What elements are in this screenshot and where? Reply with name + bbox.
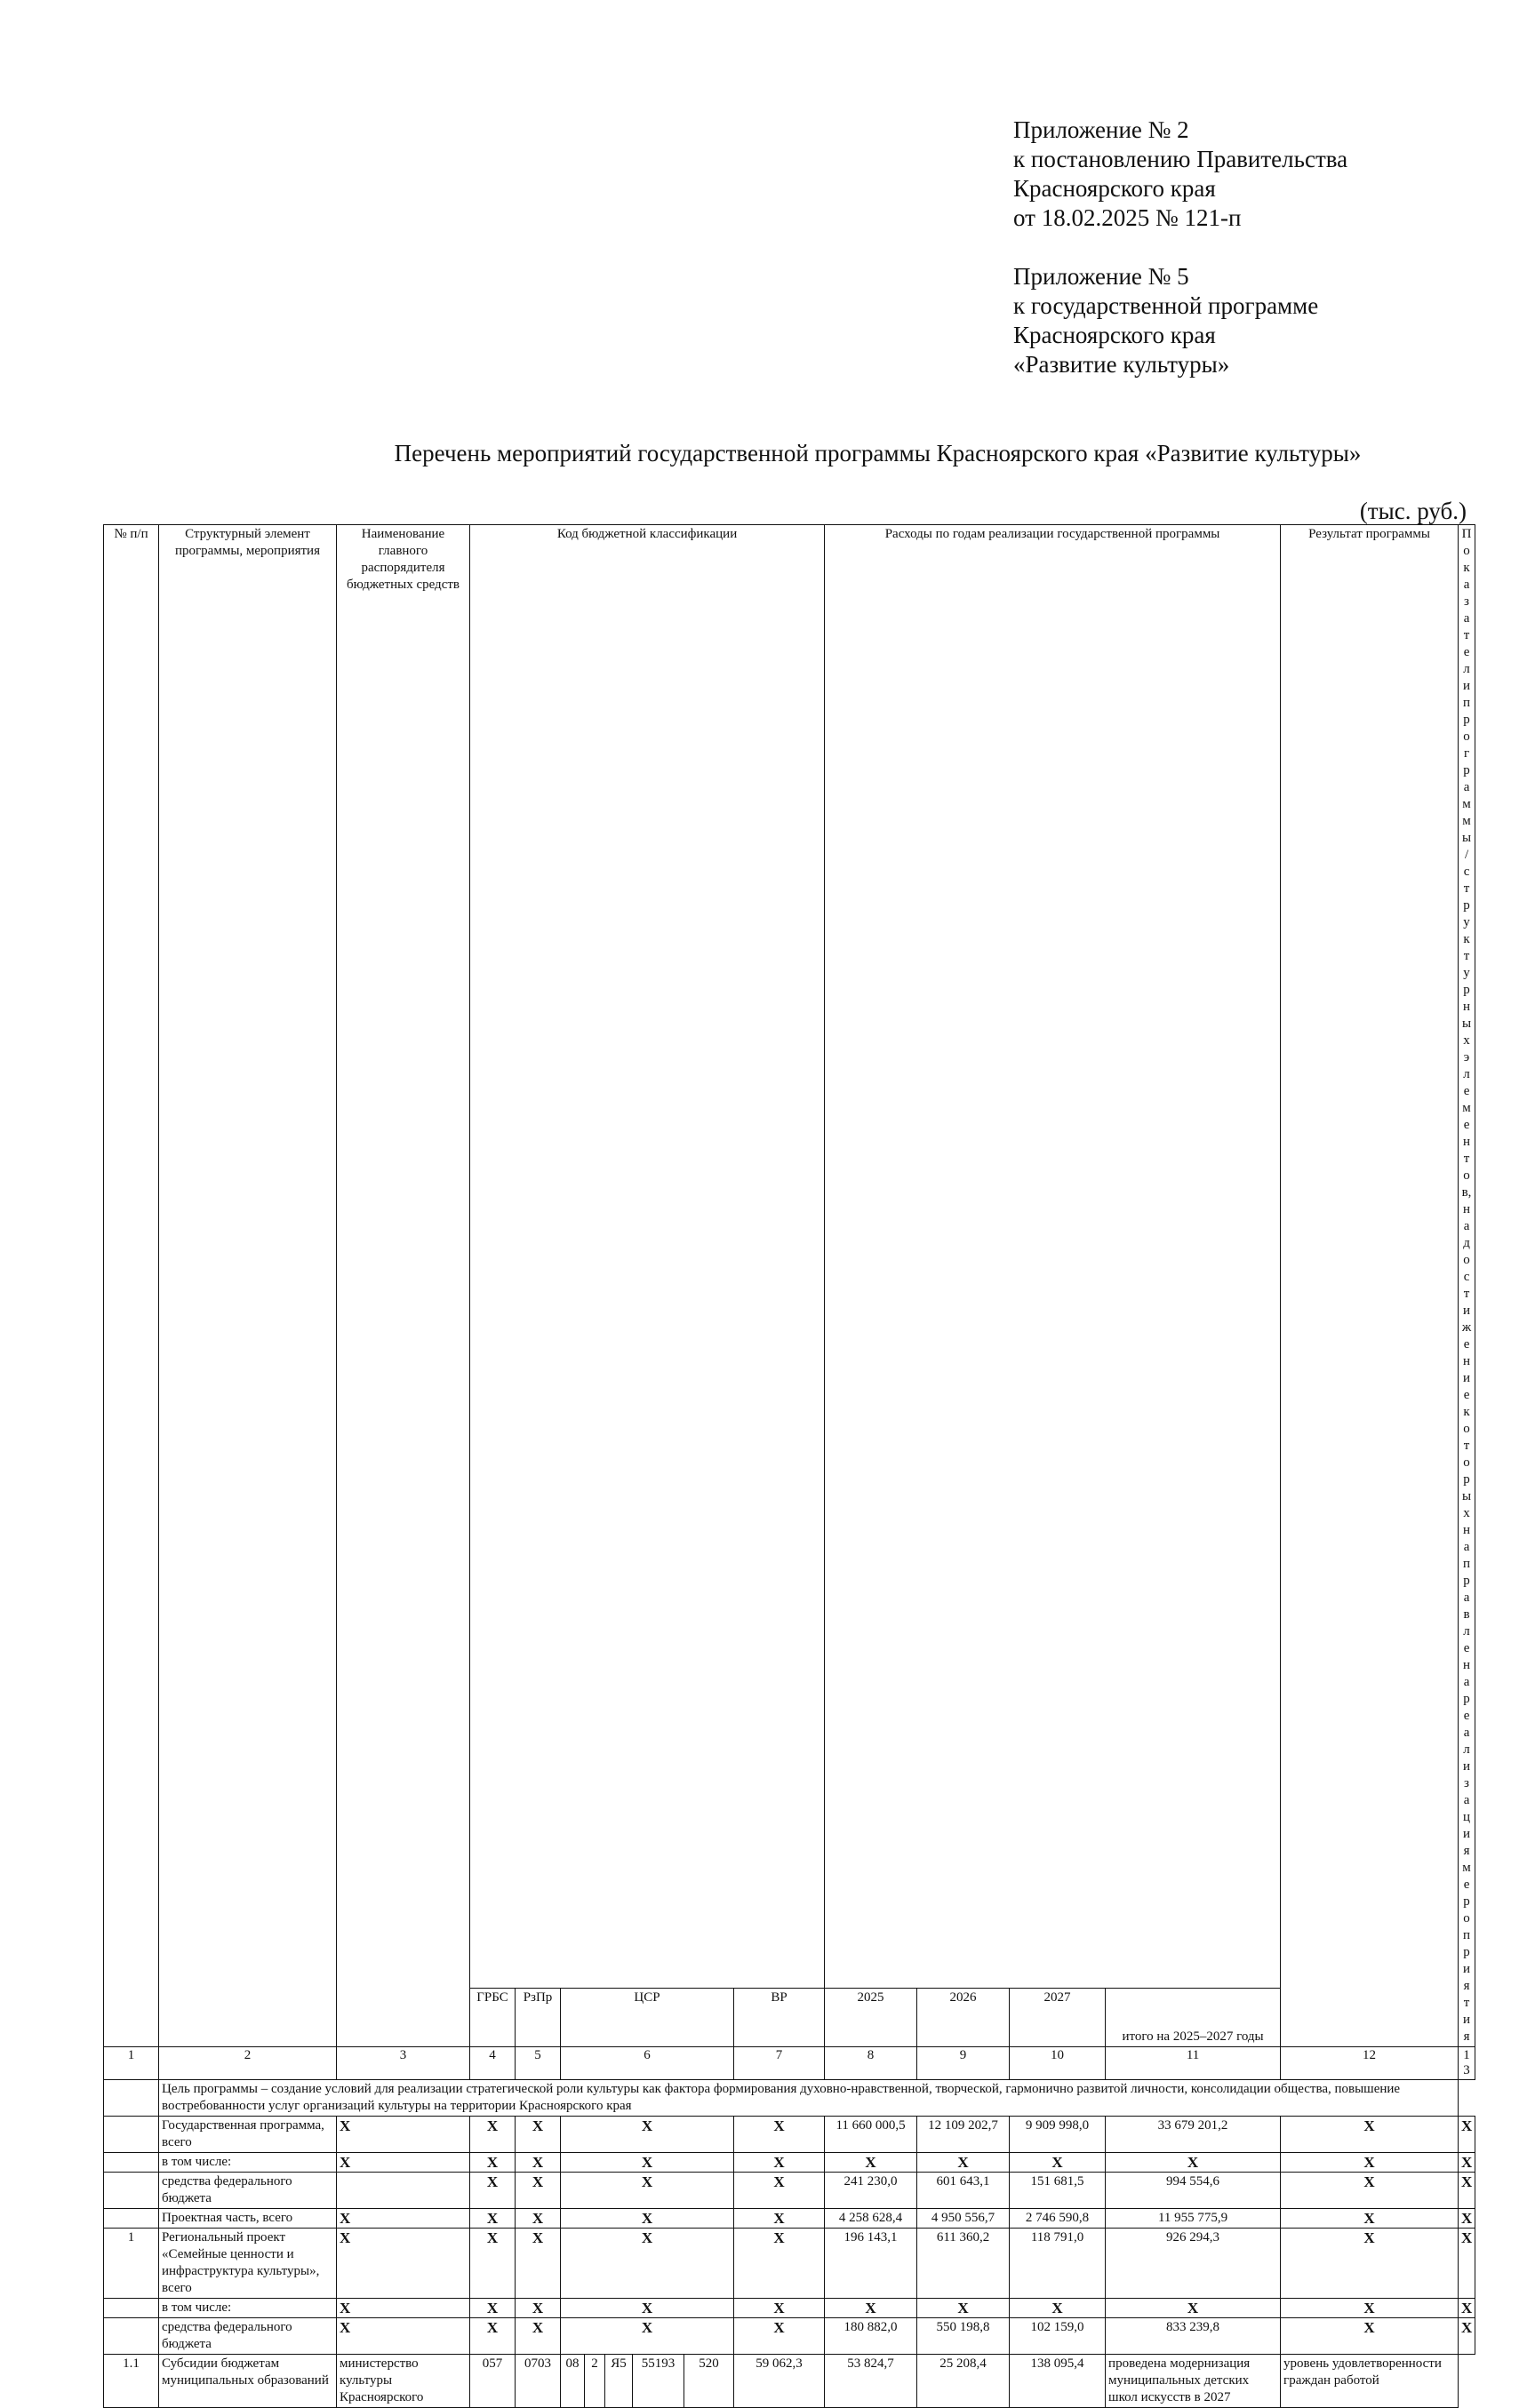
program-goal: Цель программы – создание условий для реализации стратегической роли культуры как фактора формирования духовно-нравственной, творческой, гармонично развитой личности, консолидации общества, повышение востребованности услуг организаций культуры на территории Красноярского края [159,2080,1459,2117]
row-2026: 53 824,7 [825,2355,917,2408]
row-2025: 11 660 000,5 [825,2117,917,2153]
table-row [104,2153,1475,2173]
row-name: Проектная часть, всего [159,2209,337,2229]
row-no [104,2173,159,2209]
row-rzpr: X [516,2153,561,2173]
row-2026: 4 950 556,7 [917,2209,1010,2229]
row-grbs: X [470,2299,516,2318]
row-csr: X [561,2229,734,2299]
column-number: 1 [104,2047,159,2080]
row-csr-direction: 55193 [633,2355,684,2408]
row-no [104,2117,159,2153]
header-vr: ВР [734,1989,825,2047]
column-number: 12 [1281,2047,1459,2080]
row-2025: 59 062,3 [734,2355,825,2408]
header-result: Результат программы [1281,525,1459,2047]
row-csr: X [561,2318,734,2355]
row-csr: X [561,2173,734,2209]
row-2027: X [1010,2153,1106,2173]
row-indicators: X [1459,2173,1475,2209]
row-no: 1 [104,2229,159,2299]
row-total: X [1106,2153,1281,2173]
header-manager: Наименование главного распорядителя бюджетных средств [337,525,470,2047]
row-vr: X [734,2117,825,2153]
row-2026: X [917,2153,1010,2173]
row-no [104,2318,159,2355]
header-expenses: Расходы по годам реализации государственной программы [825,525,1281,1989]
row-result: проведена модернизация муниципальных детских школ искусств в 2027 [1106,2355,1281,2408]
row-indicators: X [1459,2299,1475,2318]
row-grbs: X [470,2229,516,2299]
row-csr: X [561,2299,734,2318]
row-vr: X [734,2153,825,2173]
row-grbs: X [470,2173,516,2209]
goal-empty-cell [104,2080,159,2117]
row-grbs: X [470,2117,516,2153]
row-name: в том числе: [159,2153,337,2173]
table-row [104,2173,1475,2209]
row-2025: 241 230,0 [825,2173,917,2209]
row-total: 138 095,4 [1010,2355,1106,2408]
row-total: X [1106,2299,1281,2318]
row-2027: 9 909 998,0 [1010,2117,1106,2153]
row-result: X [1281,2229,1459,2299]
row-csr-program: 08 [561,2355,585,2408]
row-vr: X [734,2209,825,2229]
row-vr: 520 [684,2355,734,2408]
appendix5-line1: Приложение № 5 [1013,263,1189,290]
row-2027: 151 681,5 [1010,2173,1106,2209]
row-manager [337,2173,470,2209]
table-row [104,2299,1475,2318]
row-manager: X [337,2318,470,2355]
appendix2-line3: Красноярского края [1013,175,1216,202]
row-total: 994 554,6 [1106,2173,1281,2209]
row-manager: X [337,2209,470,2229]
table-row [104,2229,1475,2299]
appendix5-line3: Красноярского края [1013,322,1216,348]
row-2026: 12 109 202,7 [917,2117,1010,2153]
row-rzpr: X [516,2229,561,2299]
row-rzpr: X [516,2209,561,2229]
row-2026: 601 643,1 [917,2173,1010,2209]
row-rzpr: X [516,2117,561,2153]
row-result: X [1281,2117,1459,2153]
row-2026: 550 198,8 [917,2318,1010,2355]
document-title-text: Перечень мероприятий государственной программы Красноярского края «Развитие культуры» [394,440,1362,466]
row-rzpr: X [516,2173,561,2209]
column-number: 6 [561,2047,734,2080]
row-manager: X [337,2153,470,2173]
appendix2-line2: к постановлению Правительства [1013,146,1348,172]
header-csr: ЦСР [561,1989,734,2047]
row-2027: 102 159,0 [1010,2318,1106,2355]
column-number: 3 [337,2047,470,2080]
row-name: Государственная программа, всего [159,2117,337,2153]
row-indicators: X [1459,2153,1475,2173]
row-grbs: 057 [470,2355,516,2408]
row-no [104,2209,159,2229]
appendix5-line2: к государственной программе [1013,292,1319,319]
row-2026: X [917,2299,1010,2318]
row-result: X [1281,2209,1459,2229]
table-header-row [104,525,1475,1989]
units-label: (тыс. руб.) [1359,498,1467,524]
column-number: 2 [159,2047,337,2080]
column-number: 7 [734,2047,825,2080]
table-row [104,2117,1475,2153]
row-indicators: X [1459,2318,1475,2355]
column-number: 8 [825,2047,917,2080]
row-indicators: уровень удовлетворенности граждан работой [1281,2355,1459,2408]
row-no [104,2153,159,2173]
row-2026: 611 360,2 [917,2229,1010,2299]
row-name: Субсидии бюджетам муниципальных образований [159,2355,337,2408]
row-2025: 4 258 628,4 [825,2209,917,2229]
goal-row [104,2080,1475,2117]
row-total: 926 294,3 [1106,2229,1281,2299]
row-total: 833 239,8 [1106,2318,1281,2355]
header-2026: 2026 [917,1989,1010,2047]
row-result: X [1281,2173,1459,2209]
row-indicators: X [1459,2209,1475,2229]
row-2027: 25 208,4 [917,2355,1010,2408]
row-2027: X [1010,2299,1106,2318]
header-grbs: ГРБС [470,1989,516,2047]
row-vr: X [734,2229,825,2299]
header-total: итого на 2025–2027 годы [1106,1989,1281,2047]
row-csr-project: Я5 [605,2355,633,2408]
row-2025: X [825,2299,917,2318]
header-2025: 2025 [825,1989,917,2047]
column-number: 5 [516,2047,561,2080]
row-vr: X [734,2299,825,2318]
row-grbs: X [470,2209,516,2229]
header-element: Структурный элемент программы, мероприятия [159,525,337,2047]
header-2027: 2027 [1010,1989,1106,2047]
row-2027: 2 746 590,8 [1010,2209,1106,2229]
row-rzpr: 0703 [516,2355,561,2408]
row-indicators: X [1459,2117,1475,2153]
appendix5-line4: «Развитие культуры» [1013,351,1230,378]
row-result: X [1281,2153,1459,2173]
row-manager: X [337,2299,470,2318]
row-csr: X [561,2153,734,2173]
row-name: Региональный проект «Семейные ценности и инфраструктура культуры», всего [159,2229,337,2299]
row-result: X [1281,2318,1459,2355]
column-number: 10 [1010,2047,1106,2080]
header-rzpr: РзПр [516,1989,561,2047]
column-number: 11 [1106,2047,1281,2080]
row-2025: 180 882,0 [825,2318,917,2355]
column-number-row [104,2047,1475,2080]
row-csr-subprogram: 2 [585,2355,605,2408]
column-number: 9 [917,2047,1010,2080]
row-manager: X [337,2229,470,2299]
row-vr: X [734,2318,825,2355]
row-grbs: X [470,2153,516,2173]
table-row [104,2355,1475,2408]
row-name: средства федерального бюджета [159,2318,337,2355]
column-number: 13 [1459,2047,1475,2080]
row-result: X [1281,2299,1459,2318]
row-no: 1.1 [104,2355,159,2408]
row-csr: X [561,2209,734,2229]
row-rzpr: X [516,2299,561,2318]
document-title [0,439,1535,467]
appendix-header [1013,116,1511,379]
header-kbk: Код бюджетной классификации [470,525,825,1989]
row-2025: 196 143,1 [825,2229,917,2299]
row-manager: X [337,2117,470,2153]
measures-table [103,524,1475,2408]
table-row [104,2318,1475,2355]
row-manager: министерство культуры Красноярского [337,2355,470,2408]
table-row [104,2209,1475,2229]
header-spacer [1013,233,1511,262]
row-grbs: X [470,2318,516,2355]
appendix2-line4: от 18.02.2025 № 121-п [1013,204,1242,231]
header-no: № п/п [104,525,159,2047]
row-rzpr: X [516,2318,561,2355]
row-indicators: X [1459,2229,1475,2299]
appendix2-line1: Приложение № 2 [1013,116,1189,143]
row-name: в том числе: [159,2299,337,2318]
row-no [104,2299,159,2318]
row-csr: X [561,2117,734,2153]
row-vr: X [734,2173,825,2209]
row-total: 33 679 201,2 [1106,2117,1281,2153]
row-2027: 118 791,0 [1010,2229,1106,2299]
column-number: 4 [470,2047,516,2080]
row-total: 11 955 775,9 [1106,2209,1281,2229]
row-2025: X [825,2153,917,2173]
row-name: средства федерального бюджета [159,2173,337,2209]
header-indicators: Показатели программы / структурных элементов, на достижение которых направлена реализация мероприятия [1459,525,1475,2047]
